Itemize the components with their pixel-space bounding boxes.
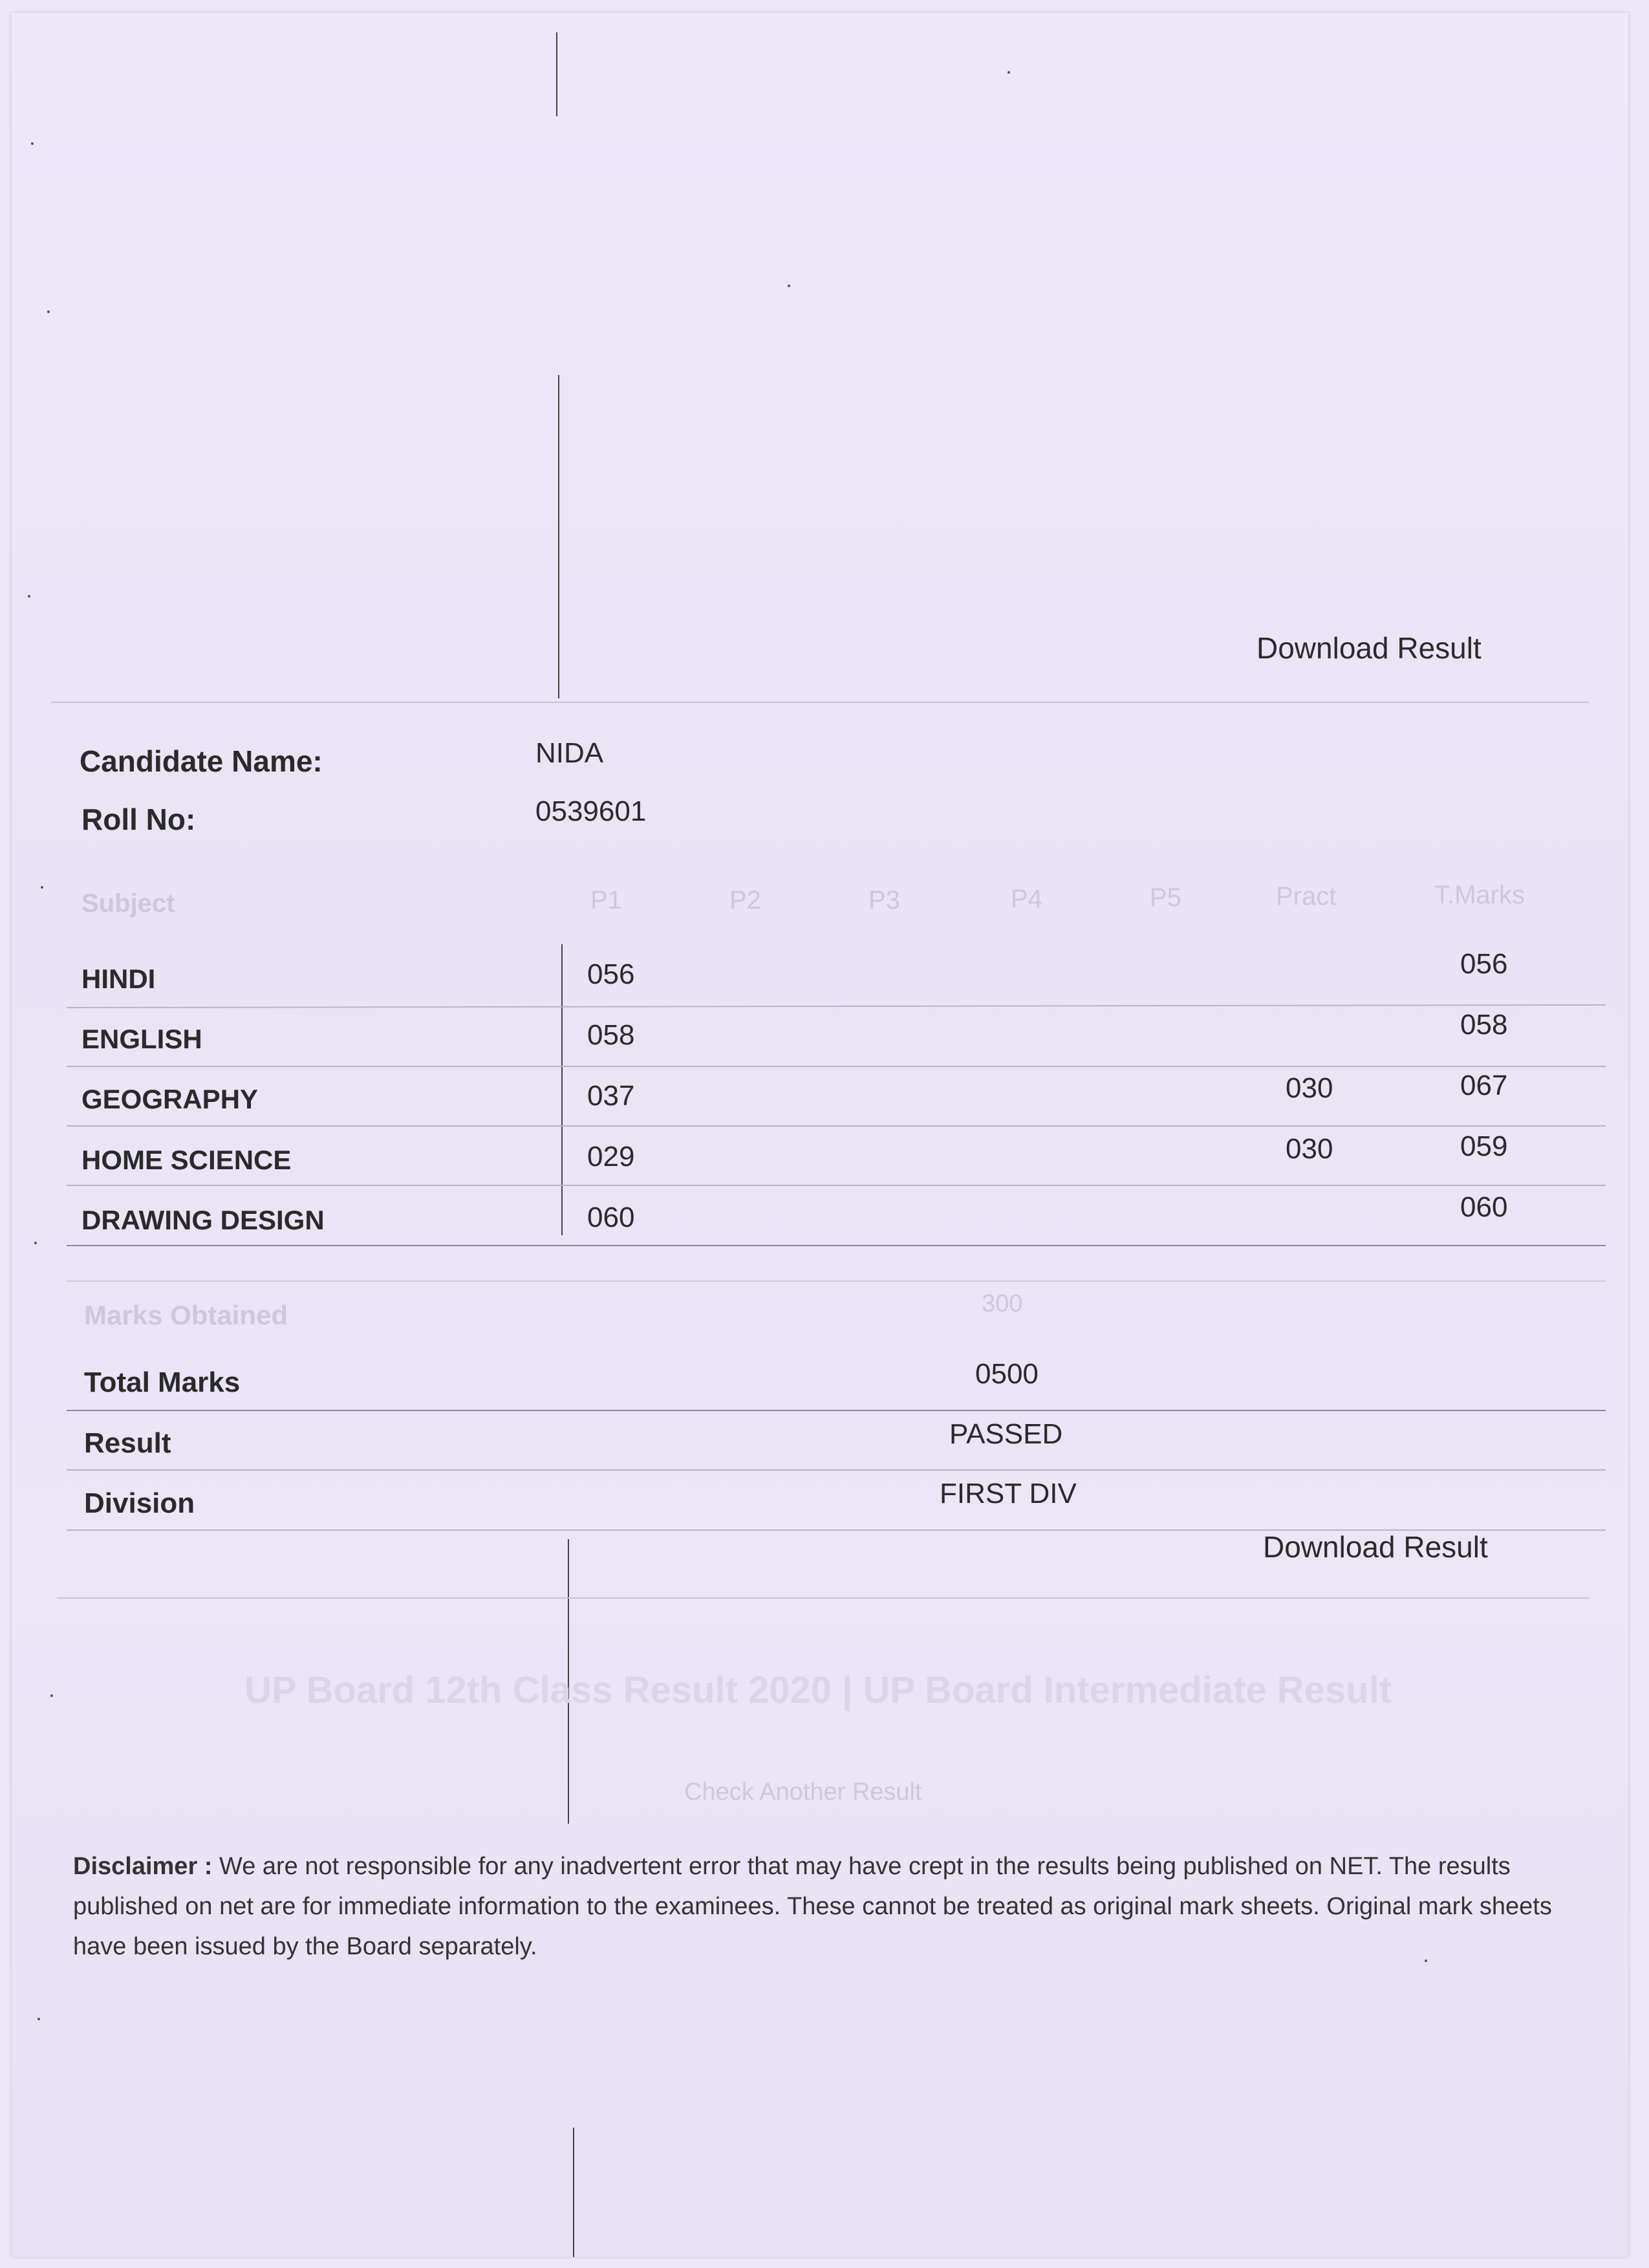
header-subject: Subject — [81, 889, 175, 918]
header-p4: P4 — [1011, 885, 1042, 913]
header-tmarks: T.Marks — [1434, 881, 1525, 909]
candidate-name-value: NIDA — [535, 737, 604, 769]
table-row-subject: HOME SCIENCE — [81, 1145, 292, 1175]
check-another-result-link[interactable]: Check Another Result — [684, 1778, 922, 1806]
table-row-p1: 058 — [587, 1019, 635, 1051]
column-divider-upper — [558, 375, 559, 698]
footer-title: UP Board 12th Class Result 2020 | UP Board Intermediate Result — [244, 1669, 1392, 1711]
table-row-p1: 037 — [587, 1080, 635, 1112]
scan-speck — [47, 310, 50, 313]
scan-speck — [1425, 1960, 1427, 1962]
row-divider — [67, 1066, 1606, 1067]
row-divider — [67, 1185, 1606, 1186]
table-row-total: 058 — [1460, 1009, 1508, 1041]
summary-divider — [67, 1469, 1606, 1471]
table-row-p1: 029 — [587, 1141, 635, 1172]
table-row-total: 067 — [1460, 1070, 1508, 1101]
scan-speck — [31, 142, 34, 145]
scan-speck — [1008, 71, 1010, 74]
table-row-subject: DRAWING DESIGN — [81, 1205, 325, 1235]
table-row-pract: 030 — [1286, 1072, 1333, 1104]
scan-speck — [41, 886, 43, 889]
table-row-total: 059 — [1460, 1130, 1508, 1162]
table-bottom-border — [67, 1245, 1606, 1246]
footer-divider — [57, 1597, 1590, 1599]
disclaimer — [73, 1846, 1560, 1967]
total-marks-value: 0500 — [975, 1358, 1039, 1390]
download-result-link-bottom[interactable]: Download Result — [1263, 1530, 1488, 1564]
scan-speck — [50, 1694, 53, 1697]
result-sheet — [12, 13, 1628, 2257]
roll-no-label: Roll No: — [81, 803, 196, 836]
result-value: PASSED — [949, 1418, 1063, 1450]
table-row-subject: HINDI — [81, 964, 156, 994]
marks-obtained-value: 300 — [982, 1290, 1023, 1317]
table-row-subject: GEOGRAPHY — [81, 1084, 259, 1114]
header-pract: Pract — [1276, 882, 1337, 911]
candidate-name-label: Candidate Name: — [80, 744, 323, 778]
disclaimer-text: We are not responsible for any inadvertent error that may have crept in the results being published on NET. The results published on net are for immediate information to the examinees. These cannot be treated as original mark sheets. Original mark sheets have been issued by the Board separately. — [73, 1853, 1552, 1960]
summary-divider — [67, 1410, 1606, 1411]
table-row-p1: 056 — [587, 958, 635, 990]
table-row-subject: ENGLISH — [81, 1024, 202, 1054]
table-row-total: 056 — [1460, 948, 1508, 980]
table-row-pract: 030 — [1286, 1133, 1333, 1165]
result-label: Result — [84, 1427, 171, 1459]
marks-obtained-label: Marks Obtained — [84, 1300, 288, 1330]
table-row-p1: 060 — [587, 1202, 635, 1233]
row-divider — [67, 1125, 1606, 1127]
header-divider — [50, 702, 1590, 703]
column-divider-top — [556, 32, 557, 116]
header-p2: P2 — [729, 886, 761, 914]
scan-speck — [788, 285, 790, 287]
scan-speck — [34, 1242, 37, 1244]
roll-no-value: 0539601 — [535, 795, 647, 827]
download-result-link-top[interactable]: Download Result — [1256, 631, 1482, 665]
row-divider — [67, 1004, 1606, 1008]
disclaimer-label: Disclaimer : — [73, 1853, 213, 1880]
column-divider-table — [561, 944, 563, 1235]
table-row-total: 060 — [1460, 1191, 1508, 1223]
division-label: Division — [84, 1487, 195, 1519]
header-p5: P5 — [1150, 883, 1181, 912]
scan-speck — [28, 595, 30, 598]
summary-divider — [67, 1280, 1606, 1282]
header-p1: P1 — [590, 886, 622, 914]
header-p3: P3 — [868, 886, 900, 914]
total-marks-label: Total Marks — [84, 1366, 241, 1398]
division-value: FIRST DIV — [940, 1478, 1077, 1509]
column-divider-bottom — [573, 2128, 574, 2257]
scan-speck — [38, 2018, 40, 2020]
